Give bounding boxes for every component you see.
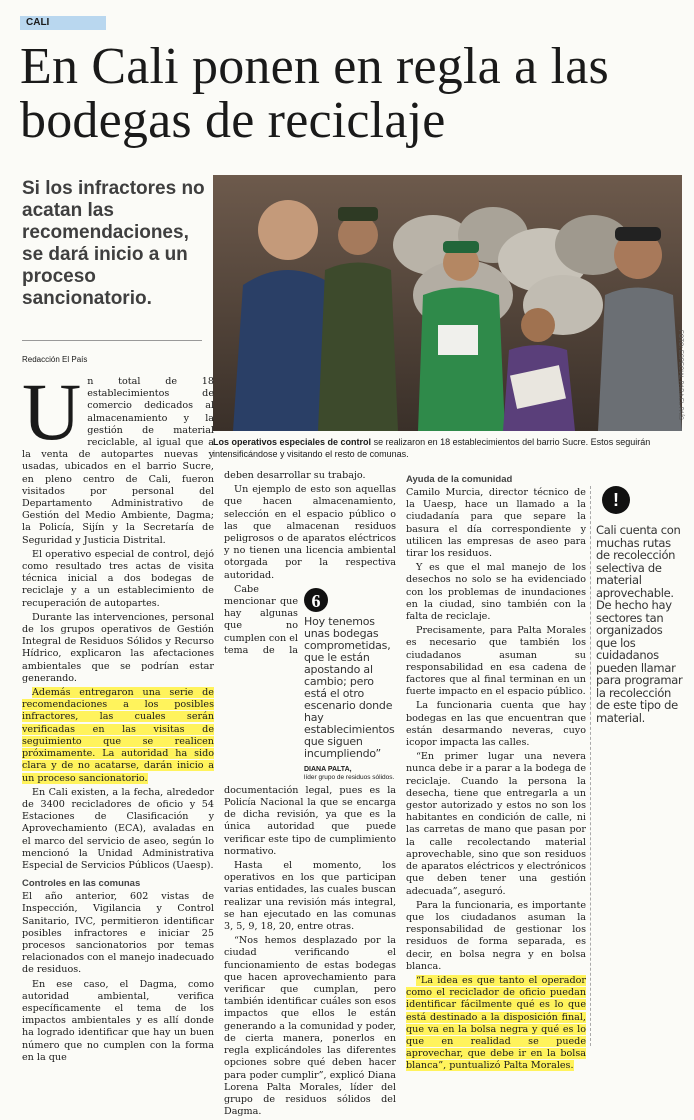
quote-role: líder grupo de residuos sólidos.: [304, 773, 395, 781]
sidebar-text: Cali cuenta con muchas rutas de recolección selectiva de material aprovechable. De hecho hay sectores tan organizados que los cuidadanos pueden llamar para programar la recolección de este tipo de material.: [596, 523, 683, 725]
photo-caption: [213, 436, 678, 460]
sidebar-box: [596, 486, 684, 724]
drop-cap: U: [22, 366, 82, 457]
paragraph: Precisamente, para Palta Morales es necesario que también los ciudadanos asuman su responsabilidad en esa cadena de factores que al final terminan en un fuerte impacto en el espacio público.: [406, 625, 586, 698]
paragraph: Y es que el mal manejo de los desechos no solo se ha evidenciado con los problemas de inundaciones en la ciudad, sino también con la falta de reciclaje.: [406, 562, 586, 623]
quote-author: DIANA PALTA,: [304, 765, 352, 773]
paragraph: Hasta el momento, los operativos en los que participan varias entidades, las cuales buscan realizar una revisión más integral, se han ejecutado en las comunas 3, 5, 9, 18, 20, entre otras.: [224, 860, 396, 933]
paragraph: En ese caso, el Dagma, como autoridad ambiental, verifica específicamente el tema de los impactos ambientales y es allí donde ha logrado identificar que hay un buen número que no cumplen con la forma en la que: [22, 978, 214, 1063]
byline: Redacción El País: [22, 355, 88, 364]
paragraph: El operativo especial de control, dejó como resultado tres actas de visita técnica inicial a dos bodegas de reciclaje y a un establecimiento de recuperación de autopartes.: [22, 548, 214, 609]
pull-quote: [304, 588, 396, 781]
column-divider: [590, 486, 591, 1046]
paragraph: Para la funcionaria, es importante que los ciudadanos asuman la responsabilidad de gestionar los residuos de forma separada, es decir, en bolsa negra y en bolsa blanca.: [406, 899, 586, 972]
quote-icon: 6: [304, 588, 328, 612]
paragraph: n total de 18 establecimientos de comercio dedicados al almacenamiento y la gestión de material reciclable, al igual que a la venta de autopartes nuevas y usadas, ubicados en el barrio Sucre, en pleno centro de Cali, fueron visitados por personal del Departamento Administrativo de Gestión del Medio Ambiente, Dagma; la Policía, Sijín y la Secretaría de Seguridad y Justicia Distrital.: [22, 376, 214, 546]
paragraph: Camilo Murcia, director técnico de la Uaesp, hace un llamado a la ciudadanía para que separe la basura el día correspondiente y utilicen las empresas de aseo para tirar los residuos.: [406, 487, 586, 560]
paragraph: El año anterior, 602 vistas de Inspección, Vigilancia y Control Sanitario, IVC, permitieron identificar posibles infractores e iniciar 25 procesos sancionatorios por temas relacionados con el manejo inadecuado de residuos.: [22, 891, 214, 976]
highlighted-paragraph: Además entregaron una serie de recomendaciones a los posibles infractores, las cuales serán verificadas en las visitas de seguimiento que se realicen próximamente. La autoridad ha sido clara y de no acatarse, darán inicio a un proceso sancionatorio.: [22, 687, 214, 784]
paragraph: Durante las intervenciones, personal de los grupos operativos de Gestión Integral de Residuos Sólidos y Recurso Hídrico, explicaron las afectaciones ambientales que se podrían estar generando.: [22, 611, 214, 684]
paragraph: En Cali existen, a la fecha, alrededor de 3400 recicladores de oficio y 54 Estaciones de Clasificación y Aprovechamiento (ECA), avaladas en el marco del servicio de aseo, según lo mencionó la Unidad Administrativa Especial de Servicios Públicos (Uaesp).: [22, 786, 214, 871]
paragraph: “En primer lugar una nevera nunca debe ir a parar a la bodega de reciclaje. Cuando la persona la desecha, tiene que entregarla a un gestor autorizado y estos no son los habitantes en condición de calle, ni las carretas de mano que pasan por la calle recolectando material aprovechable, sino que son residuos de aparatos eléctricos y electrónicos que deben tener una gestión adecuada”, aseguró.: [406, 751, 586, 897]
section-tag: CALI: [20, 16, 106, 30]
column-2: [224, 470, 396, 1120]
caption-text: se realizaron en 18 establecimientos del barrio Sucre. Estos seguirán intensificándose y visitando el resto de comunas.: [213, 437, 651, 459]
paragraph: Cabe mencionar que hay algunas que no cumplen con el tema de la documentación legal, pues es la Policía Nacional la que se encarga de dicha revisión, ya que es la única autoridad que puede verificar este tipo de cumplimiento normativo.: [224, 583, 396, 857]
deck-subtitle: Si los infractores no acatan las recomendaciones, se dará inicio a un proceso sancionatorio.: [22, 178, 205, 309]
divider: [22, 340, 202, 341]
highlighted-paragraph: “La idea es que tanto el operador como el reciclador de oficio puedan identificar fácilmente qué es lo que está destinado a la disposición final, que va en la bolsa negra y qué es lo que en realidad se puede aprovechar, que debe ir en la bolsa blanca”, puntualizó Palta Morales.: [406, 974, 586, 1072]
paragraph: “Nos hemos desplazado por la ciudad verificando el funcionamiento de estas bodegas que hacen aprovechamiento para verificar que cumplan, pero también identificar cuáles son esos impactos que ellos le están generando a la comunidad y poder, de cierta manera, ponerlos en regla explicándoles las diferentes opciones sobre qué deben hacer para poder cumplir”, explicó Diana Lorena Palta Morales, líder del grupo de residuos sólidos del Dagma.: [224, 935, 396, 1118]
exclamation-icon: !: [602, 486, 630, 514]
subheading: Ayuda de la comunidad: [406, 474, 513, 485]
paragraph: La funcionaria cuenta que hay bodegas en las que encuentran que están desarmando neveras, cuyo icopor impacta las calles.: [406, 700, 586, 749]
headline: En Cali ponen en regla a las bodegas de reciclaje: [20, 38, 609, 149]
paragraph: Un ejemplo de esto son aquellas que hacen almacenamiento, selección en el espacio público o las que almacenan residuos peligrosos o de aparatos eléctricos y no tienen una licencia ambiental otorgada por la respectiva autoridad.: [224, 484, 396, 581]
subheading: Controles en las comunas: [22, 878, 141, 890]
article-photo: [213, 175, 682, 431]
column-3: [406, 474, 586, 1075]
quote-text: Hoy tenemos unas bodegas comprometidas, que le están apostando al cambio; pero está el otro escenario donde hay establecimientos que siguen incumpliendo”: [304, 614, 395, 760]
caption-lead: Los operativos especiales de control: [213, 437, 372, 447]
photo-credit: FOTO: ESPECIAL PARA EL PAÍS: [677, 330, 683, 420]
column-1: [22, 366, 214, 1066]
paragraph: deben desarrollar su trabajo.: [224, 470, 366, 481]
